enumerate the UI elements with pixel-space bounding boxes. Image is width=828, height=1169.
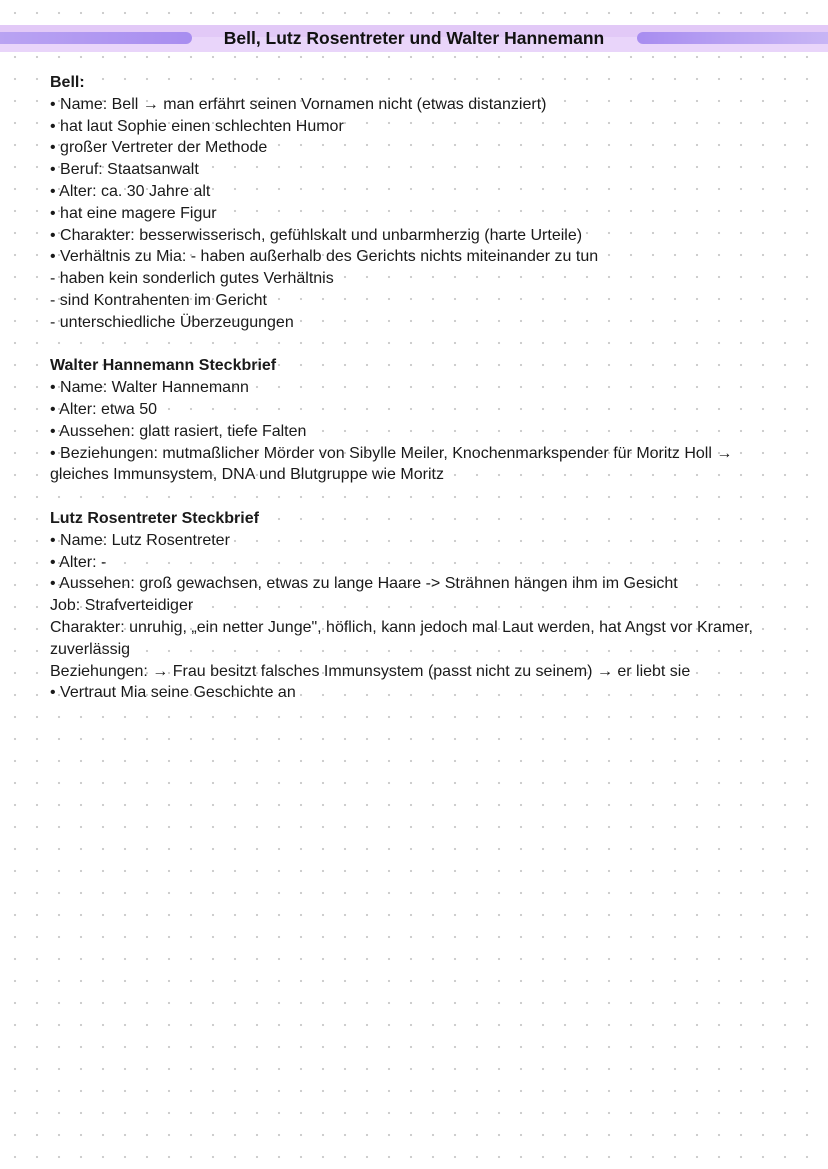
- list-item: • großer Vertreter der Methode: [50, 139, 268, 157]
- notes-body: [50, 72, 790, 726]
- list-item: • hat eine magere Figur: [50, 204, 217, 222]
- section-lutz-rosentreter: [50, 508, 790, 704]
- list-item: • Name: Bell → man erfährt seinen Vornamen nicht (etwas distanziert): [50, 95, 547, 113]
- list-item: - haben kein sonderlich gutes Verhältnis: [50, 270, 334, 288]
- list-item: • Beziehungen: mutmaßlicher Mörder von Sibylle Meiler, Knochenmarkspender für Moritz Holl → gleiches Immunsystem, DNA und Blutgruppe wie Moritz: [50, 444, 733, 484]
- list-item: • Alter: ca. 30 Jahre alt: [50, 182, 211, 200]
- list-item: • Name: Walter Hannemann: [50, 379, 249, 397]
- list-item: • Beruf: Staatsanwalt: [50, 161, 199, 179]
- section-bell: [50, 72, 790, 334]
- list-item: • Vertraut Mia seine Geschichte an: [50, 684, 296, 702]
- list-item: - sind Kontrahenten im Gericht: [50, 291, 267, 309]
- list-item: • Alter: etwa 50: [50, 400, 157, 418]
- list-item: • Charakter: besserwisserisch, gefühlskalt und unbarmherzig (harte Urteile): [50, 226, 583, 244]
- list-item: • Name: Lutz Rosentreter: [50, 531, 230, 549]
- title-banner: [0, 25, 828, 52]
- page-title: Bell, Lutz Rosentreter und Walter Hannemann: [223, 28, 605, 48]
- list-item: • Aussehen: groß gewachsen, etwas zu lange Haare -> Strähnen hängen ihm im Gesicht: [50, 575, 678, 593]
- section-walter-hannemann: [50, 355, 790, 486]
- list-item: • hat laut Sophie einen schlechten Humor: [50, 117, 344, 135]
- list-item: - unterschiedliche Überzeugungen: [50, 313, 294, 331]
- list-item: • Verhältnis zu Mia: - haben außerhalb des Gerichts nichts miteinander zu tun: [50, 248, 599, 266]
- section-heading: Bell:: [50, 74, 85, 91]
- list-item: Job: Strafverteidiger: [50, 597, 194, 615]
- section-heading: Walter Hannemann Steckbrief: [50, 357, 277, 375]
- list-item: Charakter: unruhig, „ein netter Junge", höflich, kann jedoch mal Laut werden, hat Angst vor Kramer, zuverlässig: [50, 618, 753, 658]
- list-item: Beziehungen: → Frau besitzt falsches Immunsystem (passt nicht zu seinem) → er liebt sie: [50, 662, 691, 680]
- list-item: • Aussehen: glatt rasiert, tiefe Falten: [50, 422, 307, 440]
- section-heading: Lutz Rosentreter Steckbrief: [50, 509, 259, 527]
- list-item: • Alter: -: [50, 553, 107, 571]
